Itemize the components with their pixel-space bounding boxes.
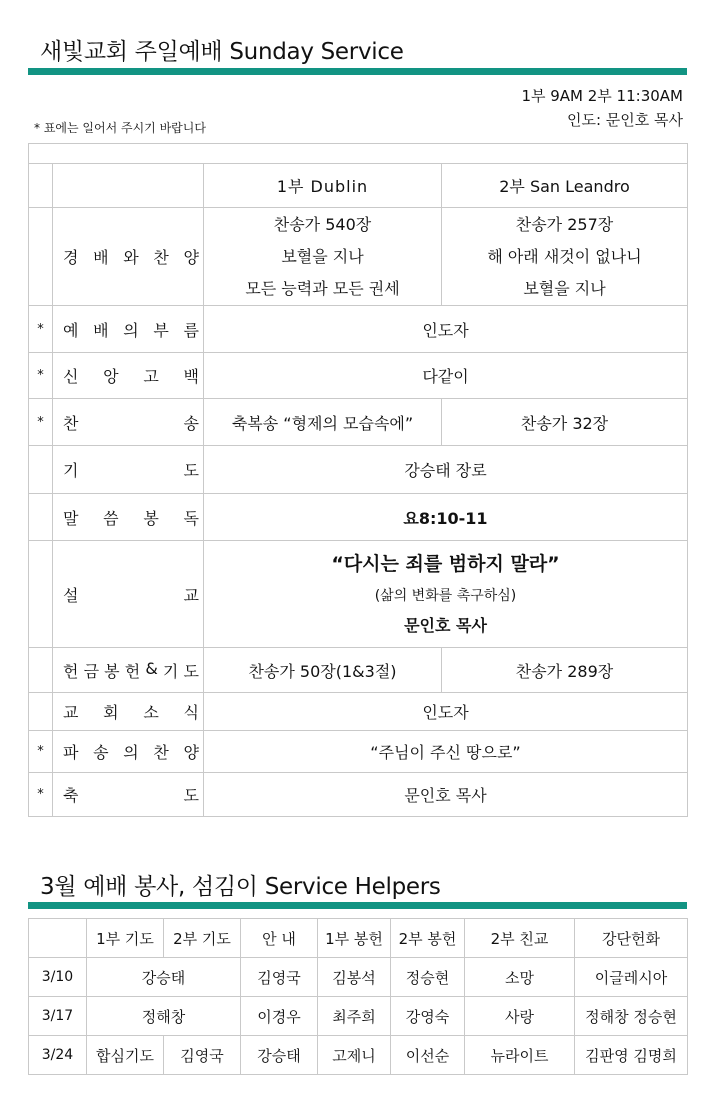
usher: 이경우 xyxy=(241,997,318,1036)
item-value: 다같이 xyxy=(204,353,688,399)
dublin-hymn: 축복송 “형제의 모습속에” xyxy=(204,399,442,446)
header-altar-flowers: 강단헌화 xyxy=(575,919,688,958)
item-label xyxy=(53,353,204,399)
san-leandro-hymn: 찬송가 32장 xyxy=(442,399,688,446)
service-times: 1부 9AM 2부 11:30AM xyxy=(521,87,683,105)
scripture-reference: 요8:10-11 xyxy=(204,494,688,541)
item-value: 인도자 xyxy=(204,693,688,731)
header-first-prayer: 1부 기도 xyxy=(87,919,164,958)
first-prayer: 합심기도 xyxy=(87,1036,164,1075)
san-leandro-songs: 찬송가 257장 해 아래 새것이 없나니 보혈을 지나 xyxy=(442,208,688,306)
dublin-songs: 찬송가 540장 보혈을 지나 모든 능력과 모든 권세 xyxy=(204,208,442,306)
altar-flowers: 김판영 김명희 xyxy=(575,1036,688,1075)
label-text: 파 송 의 찬 양 xyxy=(63,743,199,762)
item-label xyxy=(53,648,204,693)
standing-marker xyxy=(29,446,53,494)
label-text: 신 앙 고 백 xyxy=(63,367,199,386)
prayer: 강승태 xyxy=(87,958,241,997)
item-label xyxy=(53,731,204,773)
second-offering: 강영숙 xyxy=(391,997,465,1036)
table-row xyxy=(29,997,688,1036)
column-header-dublin: 1부 Dublin xyxy=(204,164,442,208)
table-row xyxy=(29,693,688,731)
officiant: 인도: 문인호 목사 xyxy=(566,111,683,129)
prayer: 정해창 xyxy=(87,997,241,1036)
table-row xyxy=(29,773,688,817)
header-second-prayer: 2부 기도 xyxy=(164,919,241,958)
first-offering: 고제니 xyxy=(318,1036,391,1075)
usher: 강승태 xyxy=(241,1036,318,1075)
header-fellowship: 2부 친교 xyxy=(465,919,575,958)
date: 3/24 xyxy=(29,1036,87,1075)
label-text: 경 배 와 찬 양 xyxy=(63,248,199,267)
item-value: 강승태 장로 xyxy=(204,446,688,494)
standing-marker xyxy=(29,208,53,306)
standing-marker: * xyxy=(29,731,53,773)
item-value: 인도자 xyxy=(204,306,688,353)
standing-marker: * xyxy=(29,399,53,446)
usher: 김영국 xyxy=(241,958,318,997)
sermon-title: “다시는 죄를 범하지 말라” xyxy=(331,553,560,575)
table-top-band xyxy=(29,144,688,164)
standing-marker xyxy=(29,541,53,648)
page-title: 새빛교회 주일예배 Sunday Service xyxy=(40,39,404,65)
first-offering: 김봉석 xyxy=(318,958,391,997)
date: 3/17 xyxy=(29,997,87,1036)
label-text: 헌 금 봉 헌 & 기 도 xyxy=(63,658,199,681)
table-row xyxy=(29,494,688,541)
label-text: 설 교 xyxy=(63,585,199,605)
order-of-worship-table xyxy=(28,143,688,817)
item-value: “주님이 주신 땅으로” xyxy=(204,731,688,773)
table-row xyxy=(29,731,688,773)
item-label xyxy=(53,306,204,353)
service-times-block xyxy=(521,84,683,132)
item-label xyxy=(53,208,204,306)
label-text: 말 씀 봉 독 xyxy=(63,508,199,528)
label-text: 찬 송 xyxy=(63,413,199,433)
standing-note: * 표에는 일어서 주시기 바랍니다 xyxy=(34,121,206,135)
altar-flowers: 이글레시아 xyxy=(575,958,688,997)
item-label xyxy=(53,773,204,817)
title-divider xyxy=(28,68,687,75)
item-label xyxy=(53,494,204,541)
table-row xyxy=(29,446,688,494)
helpers-divider xyxy=(28,902,687,909)
header-first-offering: 1부 봉헌 xyxy=(318,919,391,958)
item-label xyxy=(53,399,204,446)
item-label xyxy=(53,541,204,648)
table-row xyxy=(29,648,688,693)
label-text: 예 배 의 부 름 xyxy=(63,320,199,340)
sermon-cell xyxy=(204,541,688,648)
item-label xyxy=(53,693,204,731)
service-helpers-table xyxy=(28,918,688,1075)
altar-flowers: 정해창 정승현 xyxy=(575,997,688,1036)
column-header-san-leandro: 2부 San Leandro xyxy=(442,164,688,208)
header-second-offering: 2부 봉헌 xyxy=(391,919,465,958)
dublin-offering-hymn: 찬송가 50장(1&3절) xyxy=(204,648,442,693)
helpers-header-row xyxy=(29,919,688,958)
label-text: 축 도 xyxy=(63,786,199,805)
second-offering: 이선순 xyxy=(391,1036,465,1075)
helpers-title: 3월 예배 봉사, 섬김이 Service Helpers xyxy=(40,874,441,900)
standing-marker: * xyxy=(29,353,53,399)
standing-marker xyxy=(29,494,53,541)
preacher: 문인호 목사 xyxy=(404,616,487,635)
sermon-subtitle: (삶의 변화를 촉구하심) xyxy=(374,588,517,604)
table-row xyxy=(29,958,688,997)
fellowship: 뉴라이트 xyxy=(465,1036,575,1075)
first-offering: 최주희 xyxy=(318,997,391,1036)
second-offering: 정승현 xyxy=(391,958,465,997)
standing-marker: * xyxy=(29,306,53,353)
item-label xyxy=(53,446,204,494)
standing-marker: * xyxy=(29,773,53,817)
label-text: 기 도 xyxy=(63,461,199,480)
table-row xyxy=(29,1036,688,1075)
header-usher: 안 내 xyxy=(241,919,318,958)
fellowship: 소망 xyxy=(465,958,575,997)
table-row xyxy=(29,208,688,306)
san-leandro-offering-hymn: 찬송가 289장 xyxy=(442,648,688,693)
fellowship: 사랑 xyxy=(465,997,575,1036)
table-row xyxy=(29,541,688,648)
second-prayer: 김영국 xyxy=(164,1036,241,1075)
label-text: 교 회 소 식 xyxy=(63,703,199,722)
table-row xyxy=(29,353,688,399)
table-row xyxy=(29,399,688,446)
table-header-row xyxy=(29,164,688,208)
standing-marker xyxy=(29,693,53,731)
date: 3/10 xyxy=(29,958,87,997)
table-row xyxy=(29,306,688,353)
standing-marker xyxy=(29,648,53,693)
item-value: 문인호 목사 xyxy=(204,773,688,817)
